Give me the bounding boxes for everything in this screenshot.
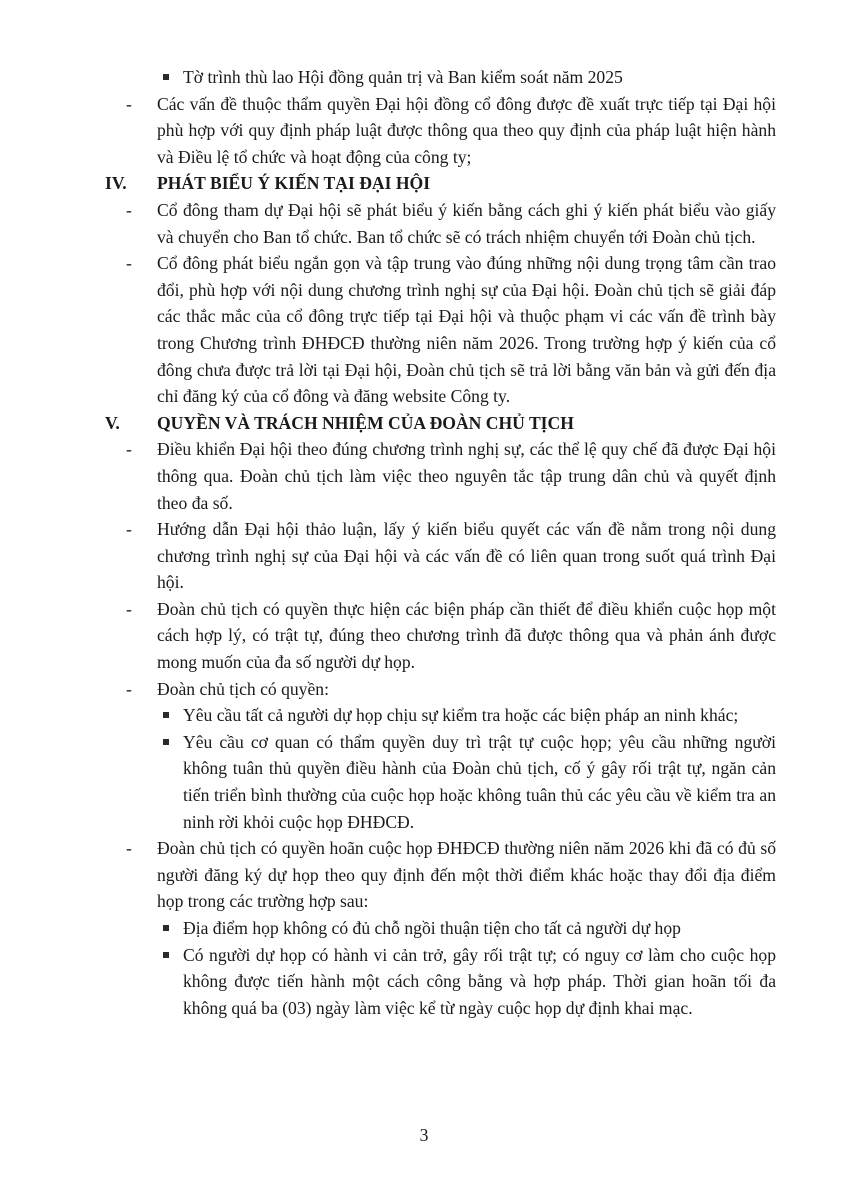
dash-item: [0, 250, 848, 410]
section-heading: [0, 410, 848, 437]
bullet-text: Tờ trình thù lao Hội đồng quản trị và Ban kiểm soát năm 2025: [183, 67, 623, 87]
square-bullet-icon: [163, 952, 169, 958]
page-content: [0, 64, 848, 1021]
dash-marker: -: [126, 439, 132, 460]
page-number: 3: [419, 1125, 429, 1145]
bullet-item: [0, 729, 848, 835]
dash-item: [0, 596, 848, 676]
square-bullet-icon: [163, 74, 169, 80]
dash-marker: -: [126, 838, 132, 859]
section-number: IV.: [105, 173, 127, 194]
square-bullet-icon: [163, 739, 169, 745]
dash-item: [0, 676, 848, 703]
dash-text: Đoàn chủ tịch có quyền thực hiện các biện pháp cần thiết để điều khiển cuộc họp một cách hợp lý, có trật tự, đúng theo chương trình đã được thông qua và phản ánh được mong muốn của đa số người dự họp.: [157, 598, 776, 673]
dash-marker: -: [126, 519, 132, 540]
bullet-text: Yêu cầu tất cả người dự họp chịu sự kiểm tra hoặc các biện pháp an ninh khác;: [183, 705, 739, 726]
bullet-item: [0, 64, 848, 91]
bullet-text: Yêu cầu cơ quan có thẩm quyền duy trì trật tự cuộc họp; yêu cầu những người không tuân thủ quyền điều hành của Đoàn chủ tịch, cố ý gây rối trật tự, ngăn cản tiến triển bình thường của cuộc họp hoặc không tuân thủ các yêu cầu về kiểm tra an ninh rời khỏi cuộc họp ĐHĐCĐ.: [183, 731, 776, 832]
dash-marker: -: [126, 93, 132, 114]
bullet-item: [0, 702, 848, 729]
bullet-item: [0, 915, 848, 942]
dash-marker: -: [126, 253, 132, 274]
dash-marker: -: [126, 678, 132, 699]
dash-item: [0, 516, 848, 596]
dash-text: Đoàn chủ tịch có quyền:: [157, 678, 329, 699]
dash-text: Điều khiển Đại hội theo đúng chương trình nghị sự, các thể lệ quy chế đã được Đại hội thông qua. Đoàn chủ tịch làm việc theo nguyên tắc tập trung dân chủ và quyết định theo đa số.: [157, 439, 776, 513]
bullet-item: [0, 942, 848, 1022]
square-bullet-icon: [163, 712, 169, 718]
dash-item: [0, 197, 848, 250]
dash-text: Cổ đông tham dự Đại hội sẽ phát biểu ý kiến bằng cách ghi ý kiến phát biểu vào giấy và chuyển cho Ban tổ chức. Ban tổ chức sẽ có trách nhiệm chuyển tới Đoàn chủ tịch.: [157, 199, 776, 247]
bullet-text: Có người dự họp có hành vi cản trở, gây rối trật tự; có nguy cơ làm cho cuộc họp không được tiến hành một cách công bằng và hợp pháp. Thời gian hoãn tối đa không quá ba (03) ngày làm việc kể từ ngày cuộc họp dự định khai mạc.: [183, 944, 776, 1018]
dash-item: [0, 91, 848, 171]
section-number: V.: [105, 412, 120, 433]
dash-item: [0, 835, 848, 915]
square-bullet-icon: [163, 925, 169, 931]
section-title: PHÁT BIỂU Ý KIẾN TẠI ĐẠI HỘI: [157, 173, 431, 194]
section-heading: [0, 170, 848, 197]
dash-text: Cổ đông phát biểu ngắn gọn và tập trung vào đúng những nội dung trọng tâm cần trao đổi, phù hợp với nội dung chương trình nghị sự của Đại hội. Đoàn chủ tịch sẽ giải đáp các thắc mắc của cổ đông trực tiếp tại Đại hội và thuộc phạm vi các vấn đề trình bày trong Chương trình ĐHĐCĐ thường niên năm 2026. Trong trường hợp ý kiến của cổ đông chưa được trả lời tại Đại hội, Đoàn chủ tịch sẽ trả lời bằng văn bản và gửi đến địa chỉ đăng ký của cổ đông và đăng website Công ty.: [157, 253, 776, 407]
dash-text: Các vấn đề thuộc thẩm quyền Đại hội đồng cổ đông được đề xuất trực tiếp tại Đại hội phù hợp với quy định pháp luật được thông qua theo quy định của pháp luật hiện hành và Điều lệ tổ chức và hoạt động của công ty;: [157, 93, 776, 167]
dash-item: [0, 436, 848, 516]
dash-text: Đoàn chủ tịch có quyền hoãn cuộc họp ĐHĐCĐ thường niên năm 2026 khi đã có đủ số người đăng ký dự họp theo quy định đến một thời điểm khác hoặc thay đổi địa điểm họp trong các trường hợp sau:: [157, 838, 776, 912]
dash-marker: -: [126, 598, 132, 619]
dash-text: Hướng dẫn Đại hội thảo luận, lấy ý kiến biểu quyết các vấn đề nằm trong nội dung chương trình nghị sự của Đại hội và các vấn đề có liên quan trong suốt quá trình Đại hội.: [157, 519, 776, 593]
section-title: QUYỀN VÀ TRÁCH NHIỆM CỦA ĐOÀN CHỦ TỊCH: [157, 412, 574, 433]
dash-marker: -: [126, 199, 132, 220]
bullet-text: Địa điểm họp không có đủ chỗ ngồi thuận tiện cho tất cả người dự họp: [183, 918, 681, 938]
